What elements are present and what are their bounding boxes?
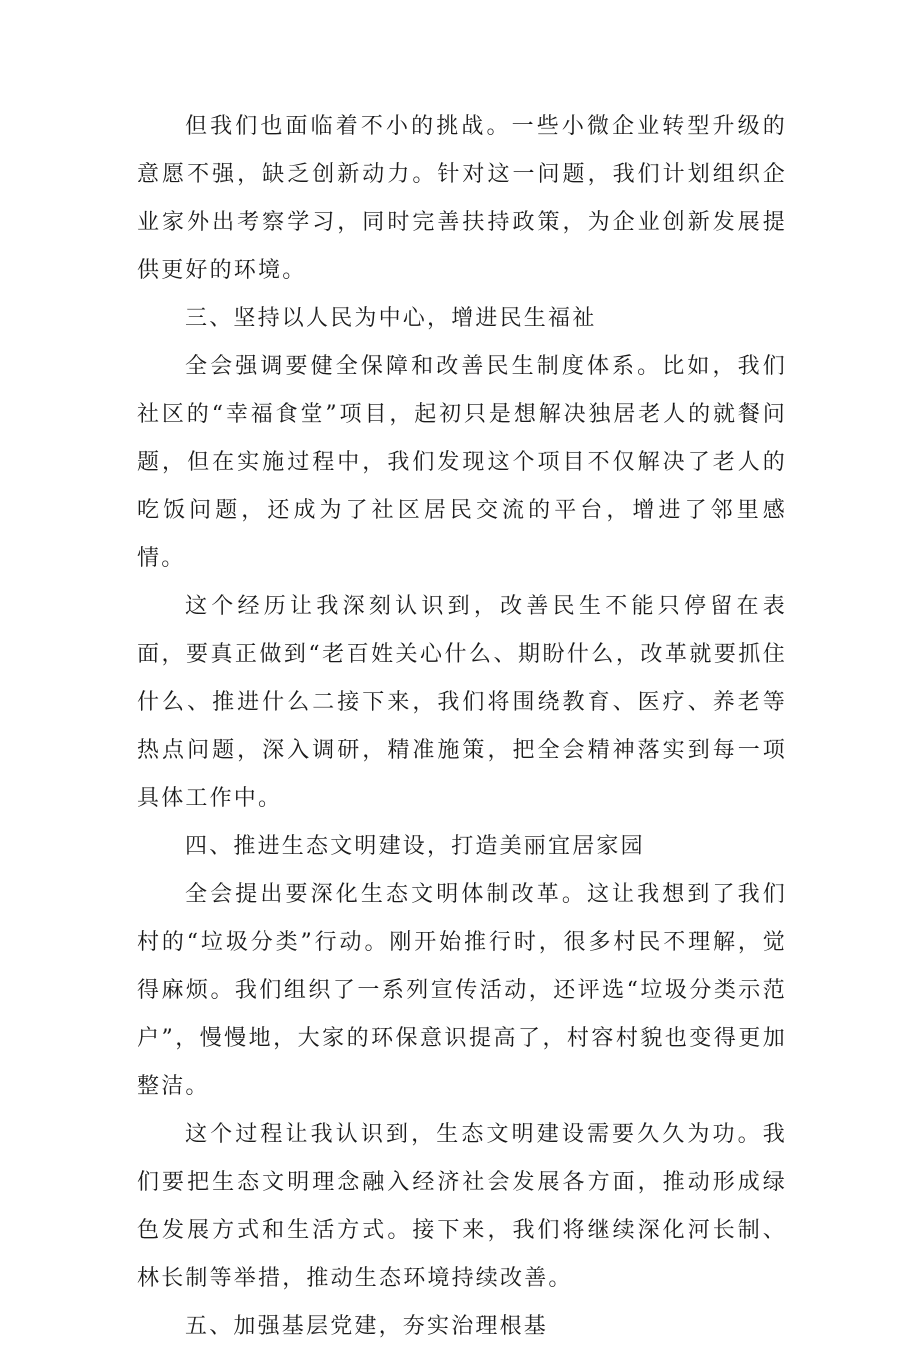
- paragraph-livelihood-insight: 这个经历让我深刻认识到，改善民生不能只停留在表面，要真正做到“老百姓关心什么、期盼什么，改革就要抓住什么、推进什么二接下来，我们将围绕教育、医疗、养老等热点问题，深入调研，精准施策，把全会精神落实到每一项具体工作中。: [137, 594, 787, 811]
- paragraph-happy-canteen: 全会强调要健全保障和改善民生制度体系。比如，我们社区的“幸福食堂”项目，起初只是想解决独居老人的就餐问题，但在实施过程中，我们发现这个项目不仅解决了老人的吃饭问题，还成为了社区居民交流的平台，增进了邻里感情。: [137, 354, 787, 571]
- document-body: [137, 103, 787, 1351]
- paragraph-challenges: 但我们也面临着不小的挑战。一些小微企业转型升级的意愿不强，缺乏创新动力。针对这一问题，我们计划组织企业家外出考察学习，同时完善扶持政策，为企业创新发展提供更好的环境。: [137, 114, 787, 283]
- paragraph-garbage-sorting: 全会提出要深化生态文明体制改革。这让我想到了我们村的“垃圾分类”行动。刚开始推行时，很多村民不理解，觉得麻烦。我们组织了一系列宣传活动，还评选“垃圾分类示范户”，慢慢地，大家的环保意识提高了，村容村貌也变得更加整洁。: [137, 882, 787, 1099]
- paragraph-ecology-insight: 这个过程让我认识到，生态文明建设需要久久为功。我们要把生态文明理念融入经济社会发展各方面，推动形成绿色发展方式和生活方式。接下来，我们将继续深化河长制、林长制等举措，推动生态环境持续改善。: [137, 1122, 787, 1291]
- section-heading-5: 五、加强基层党建，夯实治理根基: [185, 1314, 549, 1339]
- section-heading-4: 四、推进生态文明建设，打造美丽宜居家园: [185, 834, 645, 859]
- section-heading-3: 三、坚持以人民为中心，增进民生福祉: [185, 306, 597, 331]
